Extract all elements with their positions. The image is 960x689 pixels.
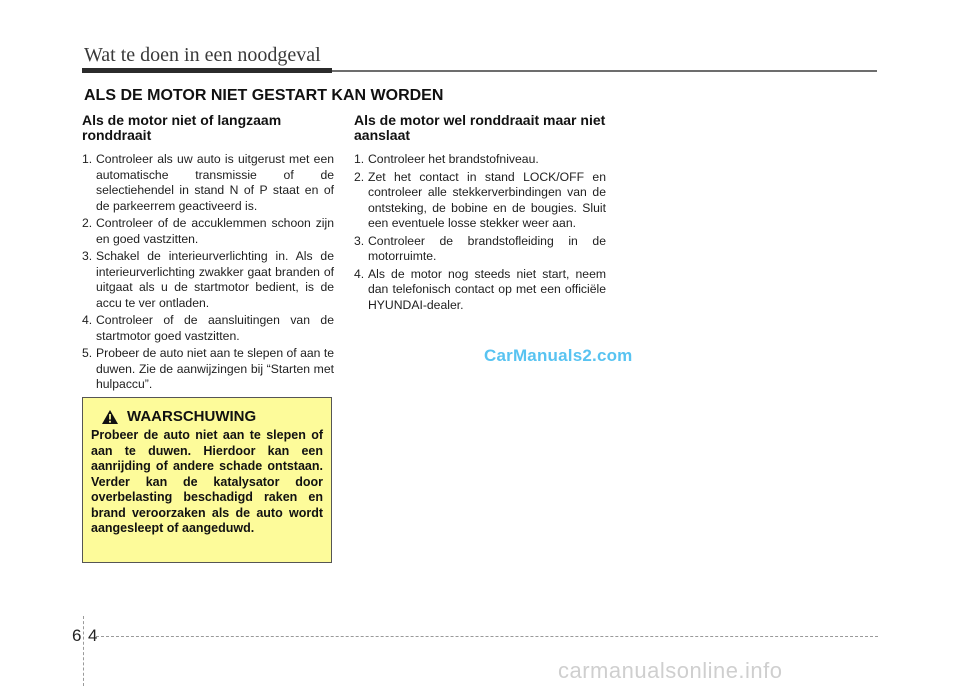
list-item xyxy=(82,249,334,311)
step-text: Controleer of de accuklemmen schoon zijn en goed vastzitten. xyxy=(96,216,334,246)
list-item xyxy=(82,313,334,344)
list-item xyxy=(82,346,334,393)
left-steps xyxy=(82,152,334,393)
left-heading: Als de motor niet of langzaam ronddraait xyxy=(82,112,282,143)
step-text: Controleer het brandstofniveau. xyxy=(368,152,539,166)
list-item xyxy=(354,267,606,314)
section-title: ALS DE MOTOR NIET GESTART KAN WORDEN xyxy=(84,87,444,104)
step-number: 4. xyxy=(82,313,93,327)
list-item xyxy=(82,216,334,247)
header-title: Wat te doen in een noodgeval xyxy=(84,44,321,66)
step-number: 3. xyxy=(354,233,365,248)
list-item xyxy=(354,152,606,168)
list-item xyxy=(82,152,334,214)
warning-triangle-icon xyxy=(101,409,119,425)
step-text: Als de motor nog steeds niet start, neem dan telefonisch contact op met een officiële HYUNDAI-dealer. xyxy=(368,266,606,312)
chapter-number: 6 xyxy=(72,626,82,645)
step-number: 2. xyxy=(82,216,93,230)
page-number: 4 xyxy=(88,626,98,645)
header-bar xyxy=(82,68,332,73)
step-number: 3. xyxy=(82,249,93,263)
step-number: 2. xyxy=(354,169,365,184)
footer-divider xyxy=(83,616,84,686)
step-text: Controleer of de aansluitingen van de startmotor goed vastzitten. xyxy=(96,313,334,343)
footer-rule xyxy=(96,636,878,637)
warning-box xyxy=(82,397,332,563)
warning-title: WAARSCHUWING xyxy=(127,408,257,425)
step-number: 5. xyxy=(82,346,93,360)
header-rule xyxy=(332,70,877,72)
step-number: 1. xyxy=(82,152,93,166)
site-watermark: carmanualsonline.info xyxy=(558,658,783,683)
step-number: 1. xyxy=(354,152,365,166)
left-column xyxy=(82,113,334,395)
step-number: 4. xyxy=(354,266,365,281)
warning-header xyxy=(101,408,323,425)
right-steps xyxy=(354,152,606,313)
warning-text: Probeer de auto niet aan te slepen of aan te duwen. Hierdoor kan een aanrijding of andere schade ontstaan. Verder kan de katalysator door overbelasting beschadigd raken en brand veroorzaken als de auto wordt aangesleept of aangeduwd. xyxy=(91,428,323,535)
list-item xyxy=(354,234,606,265)
right-column xyxy=(354,113,606,315)
right-heading: Als de motor wel ronddraait maar niet aanslaat xyxy=(354,112,606,143)
list-item xyxy=(354,170,606,232)
step-text: Zet het contact in stand LOCK/OFF en controleer alle stekkerverbindingen van de ontsteking, de bobine en de bougies. Sluit een eventuele losse stekker weer aan. xyxy=(368,169,606,230)
step-text: Controleer als uw auto is uitgerust met een automatische transmissie of de selectiehendel in stand N of P staat en of de parkeerrem geactiveerd is. xyxy=(96,152,334,213)
watermark-link[interactable]: CarManuals2.com xyxy=(484,346,633,365)
step-text: Schakel de interieurverlichting in. Als de interieurverlichting zwakker gaat branden of uitgaat als u de startmotor bedient, is de accu te ver ontladen. xyxy=(96,249,334,310)
step-text: Controleer de brandstofleiding in de motorruimte. xyxy=(368,233,606,263)
step-text: Probeer de auto niet aan te slepen of aan te duwen. Zie de aanwijzingen bij “Starten met hulpaccu”. xyxy=(96,346,334,391)
